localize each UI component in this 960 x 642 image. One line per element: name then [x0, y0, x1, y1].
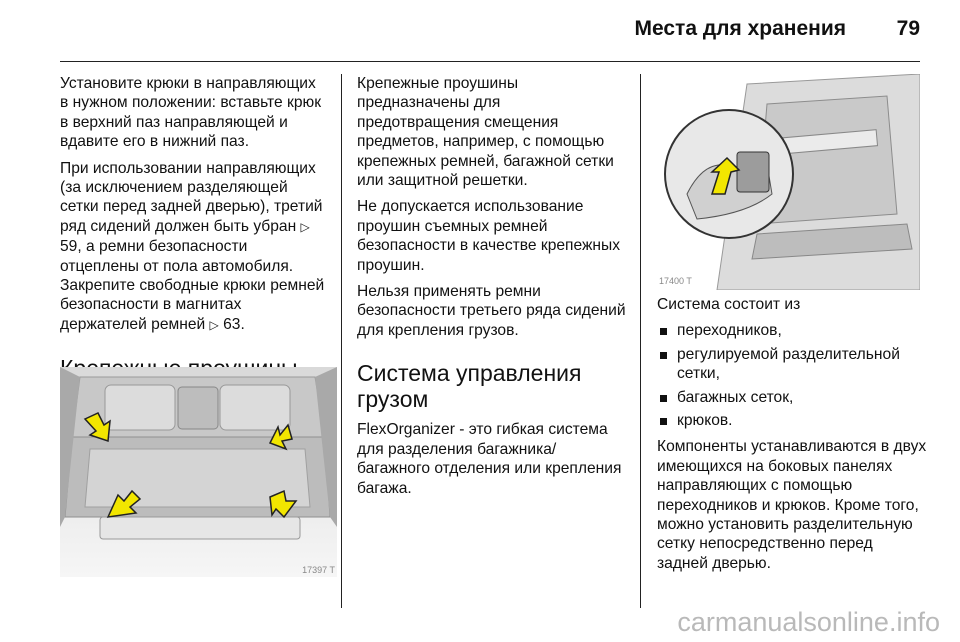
paragraph-end: . — [240, 315, 245, 333]
column-divider — [341, 74, 342, 608]
paragraph-rails-mid: , а ремни безопасности отцеплены от пола автомобиля. Закрепите свободные крюки ремней безопасности в магнитах держателей ремней — [60, 238, 325, 333]
cargo-area-illustration — [60, 367, 337, 577]
page-reference-icon: ▷ — [209, 317, 219, 332]
section-heading-cargo-management: Система управления грузом — [357, 360, 582, 413]
figure-cargo-tie-down-eyes — [60, 367, 337, 577]
page-reference-icon: ▷ — [300, 219, 310, 234]
paragraph-flexorganizer: FlexOrganizer - это гибкая система для разделения багажника/багажного отделения или крепления багажа. — [357, 421, 622, 497]
column-left — [60, 74, 326, 393]
figure-code: 17397 T — [302, 565, 335, 575]
paragraph-warning-third-row: Нельзя применять ремни безопасности третьего ряда сидений для крепления грузов. — [357, 283, 626, 339]
page-header — [60, 0, 920, 62]
column-divider — [640, 74, 641, 608]
paragraph-tie-down-purpose: Крепежные проушины предназначены для предотвращения смещения предметов, например, с помощью крепежных ремней, багажной сетки или защитной решетки. — [357, 75, 614, 190]
paragraph-rails-text: При использовании направляющих (за исключением разделяющей сетки перед задней дверью), третий ряд сидений должен быть убран — [60, 159, 323, 235]
component-list — [657, 321, 927, 430]
page-reference-63[interactable]: 63 — [223, 315, 241, 333]
list-item: крюков. — [657, 411, 927, 430]
column-middle — [357, 74, 627, 505]
paragraph-rails-usage — [60, 159, 326, 336]
list-item: переходников, — [657, 321, 927, 340]
paragraph-hooks-install: Установите крюки в направляющих в нужном положении: вставьте крюк в верхний паз направляющей и вдавите его в нижний паз. — [60, 75, 322, 151]
rail-adapter-illustration — [657, 74, 920, 290]
list-item: регулируемой разделительной сетки, — [657, 345, 927, 384]
paragraph-warning-seatbelt-eyes: Не допускается использование проушин съемных ремней безопасности в качестве крепежных проушин. — [357, 198, 621, 274]
figure-flexorganizer-rail — [657, 74, 920, 290]
watermark: carmanualsonline.info — [677, 607, 940, 637]
list-item: багажных сеток, — [657, 388, 927, 407]
page-number: 79 — [896, 17, 920, 40]
page-reference-59[interactable]: 59 — [60, 238, 78, 256]
paragraph-installation: Компоненты устанавливаются в двух имеющихся на боковых панелях направляющих с помощью переходников и крюков. Кроме того, можно установить разделительную сетку непосредственно перед задней дверью. — [657, 438, 927, 572]
paragraph-system-intro: Система состоит из — [657, 296, 801, 313]
column-right — [657, 295, 927, 580]
page-title: Места для хранения — [634, 17, 846, 40]
figure-code: 17400 T — [659, 276, 692, 286]
